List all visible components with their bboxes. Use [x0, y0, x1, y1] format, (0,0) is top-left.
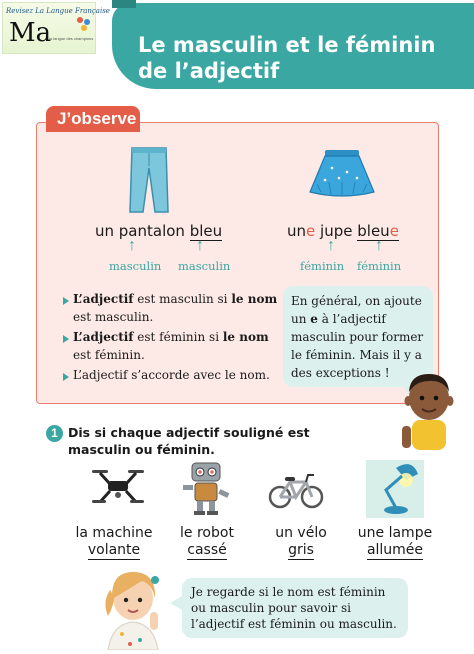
- arrow-up-icon: ↑: [128, 237, 136, 254]
- logo-main-text: Ma: [9, 18, 52, 48]
- example-masculine-adjective: bleu: [189, 222, 223, 240]
- logo-dot-red: [77, 17, 83, 23]
- bullet-icon: [63, 297, 69, 305]
- rule-masculine: L’adjectif est masculin si le nom est masculin.: [73, 292, 278, 324]
- exercise-item-adjective: volante: [87, 542, 141, 558]
- label-masculin-noun: masculin: [109, 259, 162, 273]
- arrow-up-icon: ↑: [196, 237, 204, 254]
- title-banner-fold: [112, 0, 136, 8]
- logo-subtitle: Revisez La Langue Française: [6, 7, 110, 15]
- exercise-item-noun: une lampe: [357, 525, 433, 541]
- logo-tagline: la langue des champions: [49, 36, 94, 41]
- robot-icon: [180, 461, 232, 517]
- skirt-icon: [307, 148, 377, 198]
- arrow-up-icon: ↑: [327, 237, 335, 254]
- girl-character-icon: [100, 566, 166, 650]
- logo-dot-yellow: [81, 25, 87, 31]
- exercise-item-adjective: gris: [288, 542, 314, 558]
- exercise-item-adjective: allumée: [366, 542, 424, 558]
- exercise-item-noun: la machine: [75, 525, 153, 541]
- exercise-number-badge: 1: [46, 425, 63, 442]
- rule-feminine: L’adjectif est féminin si le nom est féminin.: [73, 330, 269, 362]
- bullet-icon: [63, 335, 69, 343]
- arrow-up-icon: ↑: [375, 237, 383, 254]
- bullet-icon: [63, 373, 69, 381]
- label-masculin-adjective: masculin: [178, 259, 231, 273]
- observe-tab: J’observe: [46, 106, 140, 132]
- exercise-item-noun: le robot: [180, 525, 234, 541]
- logo: [2, 2, 110, 54]
- boy-character-icon: [398, 366, 460, 450]
- exercise-item-1: [70, 525, 158, 560]
- hint-speech-bubble-tail: [170, 596, 182, 610]
- page-title: [138, 32, 468, 84]
- page-title-line1: Le masculin et le féminin: [138, 33, 436, 57]
- example-feminine-article: une: [287, 222, 316, 240]
- label-feminin-noun: féminin: [300, 259, 345, 273]
- logo-dot-blue: [84, 19, 90, 25]
- example-masculine-noun: un pantalon: [95, 222, 185, 240]
- exercise-instruction: Dis si chaque adjectif souligné est masculin ou féminin.: [68, 425, 310, 457]
- lamp-icon: [366, 460, 424, 518]
- rule-agreement: L’adjectif s’accorde avec le nom.: [73, 368, 270, 382]
- hint-speech-bubble: Je regarde si le nom est féminin ou masculin pour savoir si l’adjectif est féminin ou masculin.: [182, 578, 408, 638]
- exercise-item-4: [350, 525, 440, 560]
- drone-icon: [88, 466, 148, 508]
- exercise-item-3: [264, 525, 338, 560]
- bicycle-icon: [268, 470, 324, 510]
- exercise-item-2: [170, 525, 244, 560]
- page-title-line2: de l’adjectif: [138, 59, 280, 83]
- exercise-item-adjective: cassé: [187, 542, 227, 558]
- example-feminine-adjective: bleue: [357, 222, 399, 240]
- exercise-item-noun: un vélo: [275, 525, 327, 541]
- pants-icon: [128, 146, 170, 214]
- label-feminin-adjective: féminin: [357, 259, 402, 273]
- example-feminine-noun: jupe: [320, 222, 353, 240]
- tip-speech-bubble: En général, on ajoute un e à l’adjectif masculin pour former le féminin. Mais il y a des exceptions !: [283, 286, 433, 387]
